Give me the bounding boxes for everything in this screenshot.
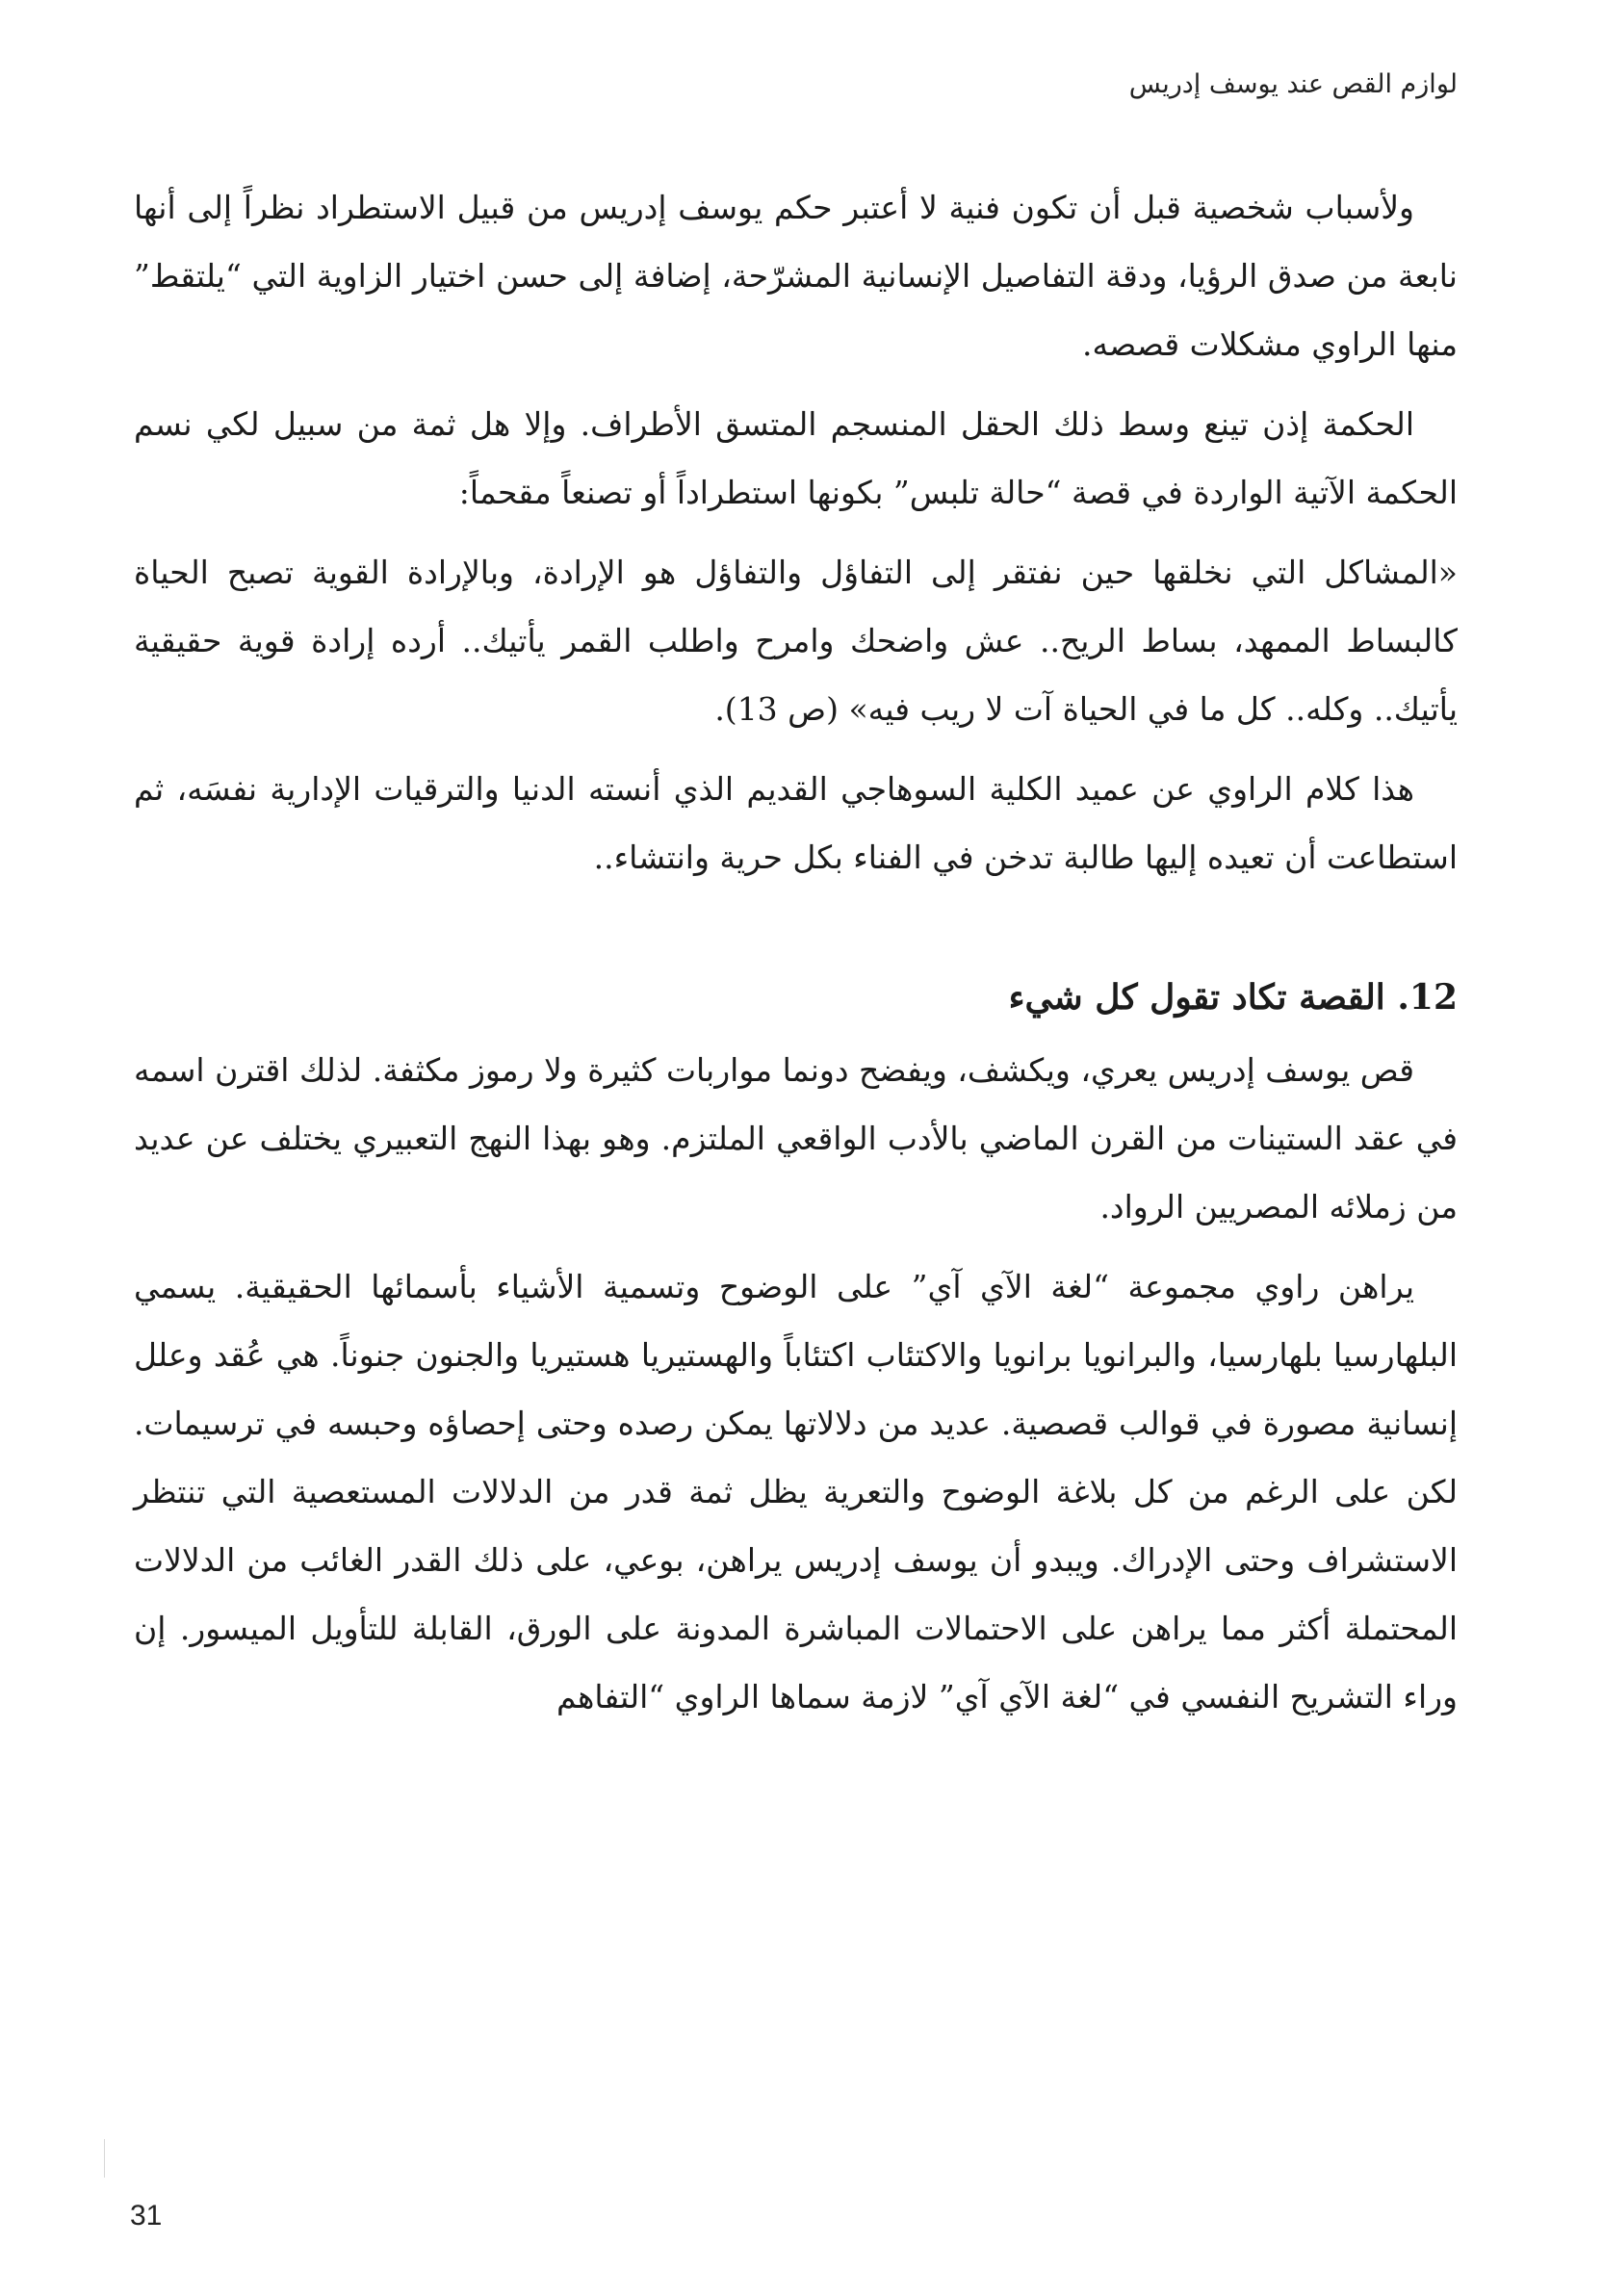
section-heading: 12. القصة تكاد تقول كل شيء bbox=[1008, 977, 1458, 1018]
page-number: 31 bbox=[130, 2200, 163, 2232]
body-text bbox=[134, 173, 1458, 1742]
block-quote: «المشاكل التي نخلقها حين نفتقر إلى التفاؤل والتفاؤل هو الإرادة، وبالإرادة القوية تصبح الحياة كالبساط الممهد، بساط الريح.. عش واضحك وامرح واطلب القمر يأتيك.. أرده إرادة قوية حقيقية يأتيك.. وكله.. كل ما في الحياة آت لا ريب فيه» (ص 13). bbox=[134, 554, 1458, 728]
paragraph-1: ولأسباب شخصية قبل أن تكون فنية لا أعتبر حكم يوسف إدريس من قبيل الاستطراد نظراً إلى أنها نابعة من صدق الرؤيا، ودقة التفاصيل الإنسانية المشرّحة، إضافة إلى حسن اختيار الزاوية التي “يلتقط” منها الراوي مشكلات قصصه. bbox=[134, 189, 1458, 363]
paragraph-2: الحكمة إذن تينع وسط ذلك الحقل المنسجم المتسق الأطراف. وإلا هل ثمة من سبيل لكي نسم الحكمة الآتية الواردة في قصة “حالة تلبس” بكونها استطراداً أو تصنعاً مقحماً: bbox=[134, 405, 1458, 511]
running-header: لوازم القص عند يوسف إدريس bbox=[1128, 69, 1458, 99]
margin-mark bbox=[104, 2139, 105, 2178]
paragraph-5: يراهن راوي مجموعة “لغة الآي آي” على الوضوح وتسمية الأشياء بأسمائها الحقيقية. يسمي البلهارسيا بلهارسيا، والبرانويا برانويا والاكتئاب اكتئاباً والهستيريا هستيريا والجنون جنوناً. هي عُقد وعلل إنسانية مصورة في قوالب قصصية. عديد من دلالاتها يمكن رصده وحتى إحصاؤه وحبسه في ترسيمات. لكن على الرغم من كل بلاغة الوضوح والتعرية يظل ثمة قدر من الدلالات المستعصية التي تنتظر الاستشراف وحتى الإدراك. ويبدو أن يوسف إدريس يراهن، بوعي، على ذلك القدر الغائب من الدلالات المحتملة أكثر مما يراهن على الاحتمالات المباشرة المدونة على الورق، القابلة للتأويل الميسور. إن وراء التشريح النفسي في “لغة الآي آي” لازمة سماها الراوي “التفاهم bbox=[134, 1268, 1458, 1716]
paragraph-4: قص يوسف إدريس يعري، ويكشف، ويفضح دونما مواربات كثيرة ولا رموز مكثفة. لذلك اقترن اسمه في عقد الستينات من القرن الماضي بالأدب الواقعي الملتزم. وهو بهذا النهج التعبيري يختلف عن عديد من زملائه المصريين الرواد. bbox=[134, 1051, 1458, 1225]
paragraph-3: هذا كلام الراوي عن عميد الكلية السوهاجي القديم الذي أنسته الدنيا والترقيات الإدارية نفسَه، ثم استطاعت أن تعيده إليها طالبة تدخن في الفناء بكل حرية وانتشاء.. bbox=[134, 770, 1458, 876]
